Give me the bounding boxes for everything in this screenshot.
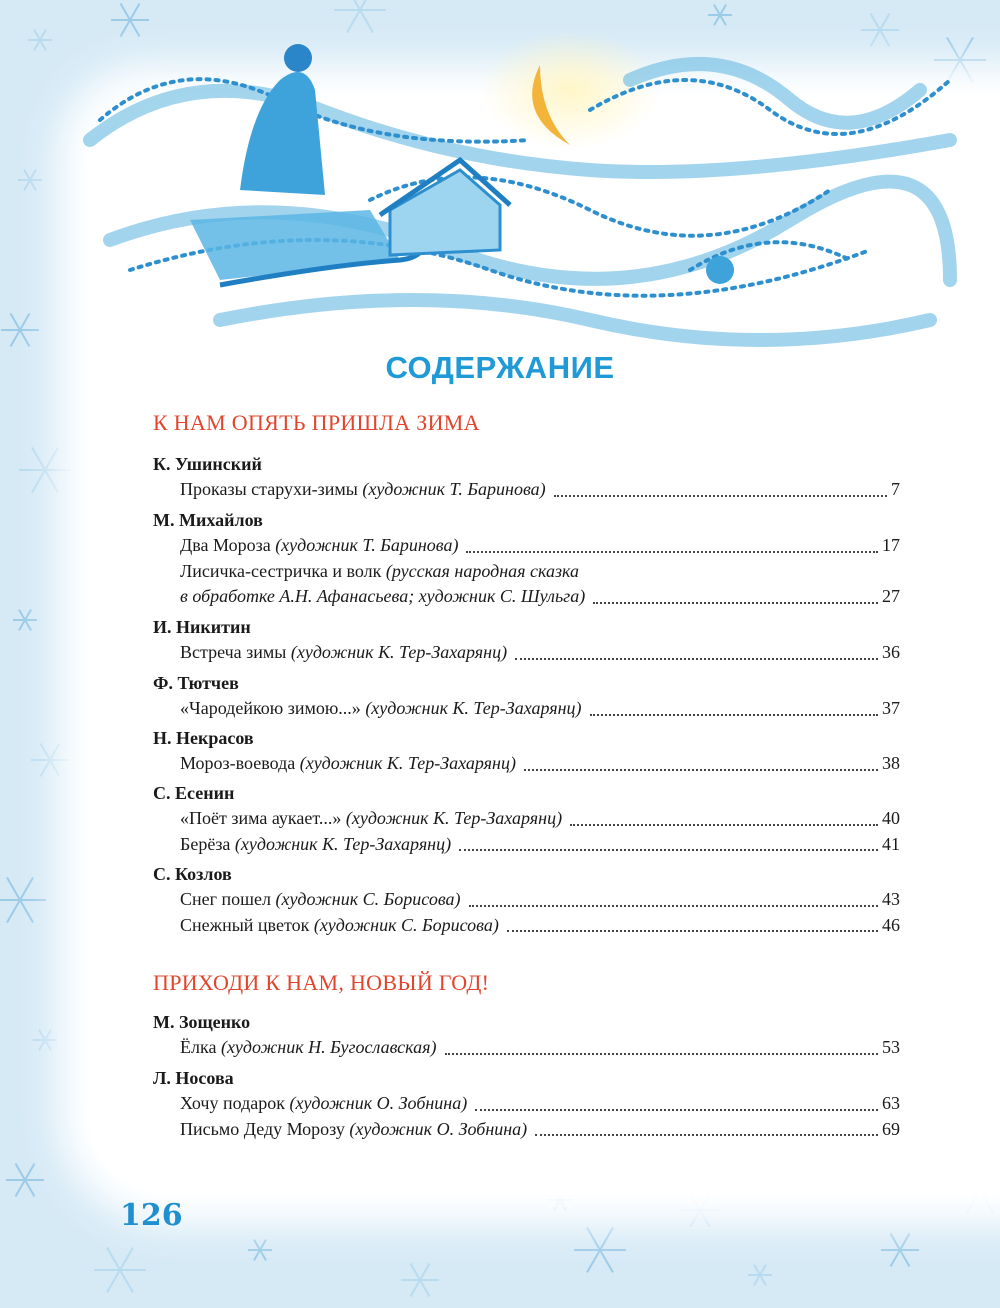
work-note: (художник О. Зобнина) <box>289 1093 468 1113</box>
work-note: (художник Т. Баринова) <box>362 479 546 499</box>
snowflake-icon <box>401 1264 439 1297</box>
author-name: М. Михайлов <box>153 510 263 530</box>
author-group <box>153 1065 900 1142</box>
work-note: (художник К. Тер-Захарянц) <box>365 698 582 718</box>
work-title: Проказы старухи-зимы <box>180 479 363 499</box>
author-group <box>153 451 900 503</box>
snowflake-icon <box>0 877 46 922</box>
section-heading: ПРИХОДИ К НАМ, НОВЫЙ ГОД! <box>153 970 490 995</box>
work-note: (художник С. Борисова) <box>313 914 499 935</box>
section-heading: К НАМ ОПЯТЬ ПРИШЛА ЗИМА <box>153 410 480 435</box>
dotted-leader <box>466 551 878 553</box>
page-ref: 7 <box>891 479 900 499</box>
snowflake-icon <box>33 1030 57 1051</box>
page-title: СОДЕРЖАНИЕ <box>385 350 615 385</box>
winter-sleigh-illustration <box>70 20 970 350</box>
page-ref: 63 <box>882 1093 900 1113</box>
work-title: «Чародейкою зимою...» <box>180 698 366 718</box>
author-name: С. Есенин <box>153 783 235 803</box>
work-note: (художник К. Тер-Захарянц) <box>234 833 452 854</box>
author-name: Ф. Тютчев <box>153 673 239 693</box>
page-number: 126 <box>120 1198 183 1233</box>
snowflake-icon <box>31 744 69 777</box>
work-title: «Поёт зима аукает...» <box>180 808 346 828</box>
page-ref: 43 <box>882 889 900 909</box>
toc-entry[interactable] <box>180 1117 900 1143</box>
snowflake-icon <box>18 170 42 191</box>
author-group <box>153 861 900 938</box>
author-group <box>153 614 900 666</box>
author-name: Н. Некрасов <box>153 728 254 748</box>
snowflake-icon <box>19 447 71 492</box>
page-ref: 36 <box>882 642 900 662</box>
dotted-leader <box>459 849 878 851</box>
dotted-leader <box>590 714 879 716</box>
work-title: Снежный цветок <box>180 914 314 935</box>
work-note: (художник Н. Бугославская) <box>220 1037 437 1057</box>
author-name: К. Ушинский <box>153 454 262 474</box>
work-note: (художник Т. Баринова) <box>275 535 459 555</box>
toc-entry[interactable] <box>180 559 900 585</box>
work-note: (художник К. Тер-Захарянц) <box>290 642 508 662</box>
snowflake-icon <box>94 1247 146 1292</box>
toc-entry[interactable] <box>180 913 900 939</box>
toc-entry[interactable] <box>180 696 900 722</box>
work-note: (художник К. Тер-Захарянц) <box>345 808 563 828</box>
toc-entry[interactable] <box>180 1035 900 1061</box>
dotted-leader <box>524 769 878 771</box>
dotted-leader <box>554 495 887 497</box>
toc-entry[interactable] <box>180 806 900 832</box>
page-ref: 17 <box>882 535 900 555</box>
author-name: И. Никитин <box>153 617 251 637</box>
work-title: Встреча зимы <box>180 642 291 662</box>
toc-entry[interactable] <box>180 887 900 913</box>
author-group <box>153 725 900 777</box>
work-title: Берёза <box>180 833 235 854</box>
toc-entry[interactable] <box>180 584 900 610</box>
toc-entry[interactable] <box>180 751 900 777</box>
toc-entry[interactable] <box>180 1091 900 1117</box>
work-note: (художник С. Борисова) <box>275 889 461 909</box>
work-title: Письмо Деду Морозу <box>180 1118 350 1139</box>
toc-entry[interactable] <box>180 477 900 503</box>
work-note: (русская народная сказка <box>385 560 579 581</box>
dotted-leader <box>593 602 878 604</box>
snowflake-icon <box>13 610 37 631</box>
toc-entry[interactable] <box>180 832 900 858</box>
author-group <box>153 1009 900 1061</box>
dotted-leader <box>507 930 878 932</box>
snowflake-icon <box>248 1240 272 1261</box>
author-group <box>153 780 900 857</box>
page-ref: 27 <box>882 586 900 606</box>
page-ref: 41 <box>882 833 900 854</box>
snowflake-icon <box>574 1227 626 1272</box>
work-title: Два Мороза <box>180 535 276 555</box>
snowflake-icon <box>1 314 39 347</box>
page-ref: 38 <box>882 753 900 773</box>
dotted-leader <box>469 905 878 907</box>
work-note: в обработке А.Н. Афанасьева; художник С. Шульга) <box>180 586 586 606</box>
page-ref: 40 <box>882 808 900 828</box>
dotted-leader <box>535 1134 878 1136</box>
dotted-leader <box>475 1109 878 1111</box>
author-name: С. Козлов <box>153 864 232 884</box>
dotted-leader <box>570 824 878 826</box>
toc-entry[interactable] <box>180 640 900 666</box>
work-note: (художник О. Зобнина) <box>349 1118 528 1139</box>
work-title: Хочу подарок <box>180 1093 290 1113</box>
author-group <box>153 507 900 610</box>
work-note: (художник К. Тер-Захарянц) <box>299 753 516 773</box>
snowflake-icon <box>6 1164 44 1197</box>
toc-entry[interactable] <box>180 533 900 559</box>
work-title: Снег пошел <box>180 889 276 909</box>
page-ref: 69 <box>882 1118 900 1139</box>
work-title: Мороз-воевода <box>180 753 300 773</box>
author-name: Л. Носова <box>153 1068 234 1088</box>
author-name: М. Зощенко <box>153 1012 251 1032</box>
page-ref: 53 <box>882 1037 900 1057</box>
page-ref: 37 <box>882 698 900 718</box>
snowflake-icon <box>28 30 52 51</box>
author-group <box>153 670 900 722</box>
snowflake-icon <box>681 1194 719 1227</box>
page-ref: 46 <box>882 914 900 935</box>
work-title: Ёлка <box>180 1037 221 1057</box>
snowflake-icon <box>748 1265 772 1286</box>
dotted-leader <box>515 658 878 660</box>
dotted-leader <box>445 1053 879 1055</box>
snowflake-icon <box>881 1234 919 1267</box>
work-title: Лисичка-сестричка и волк <box>180 560 386 581</box>
